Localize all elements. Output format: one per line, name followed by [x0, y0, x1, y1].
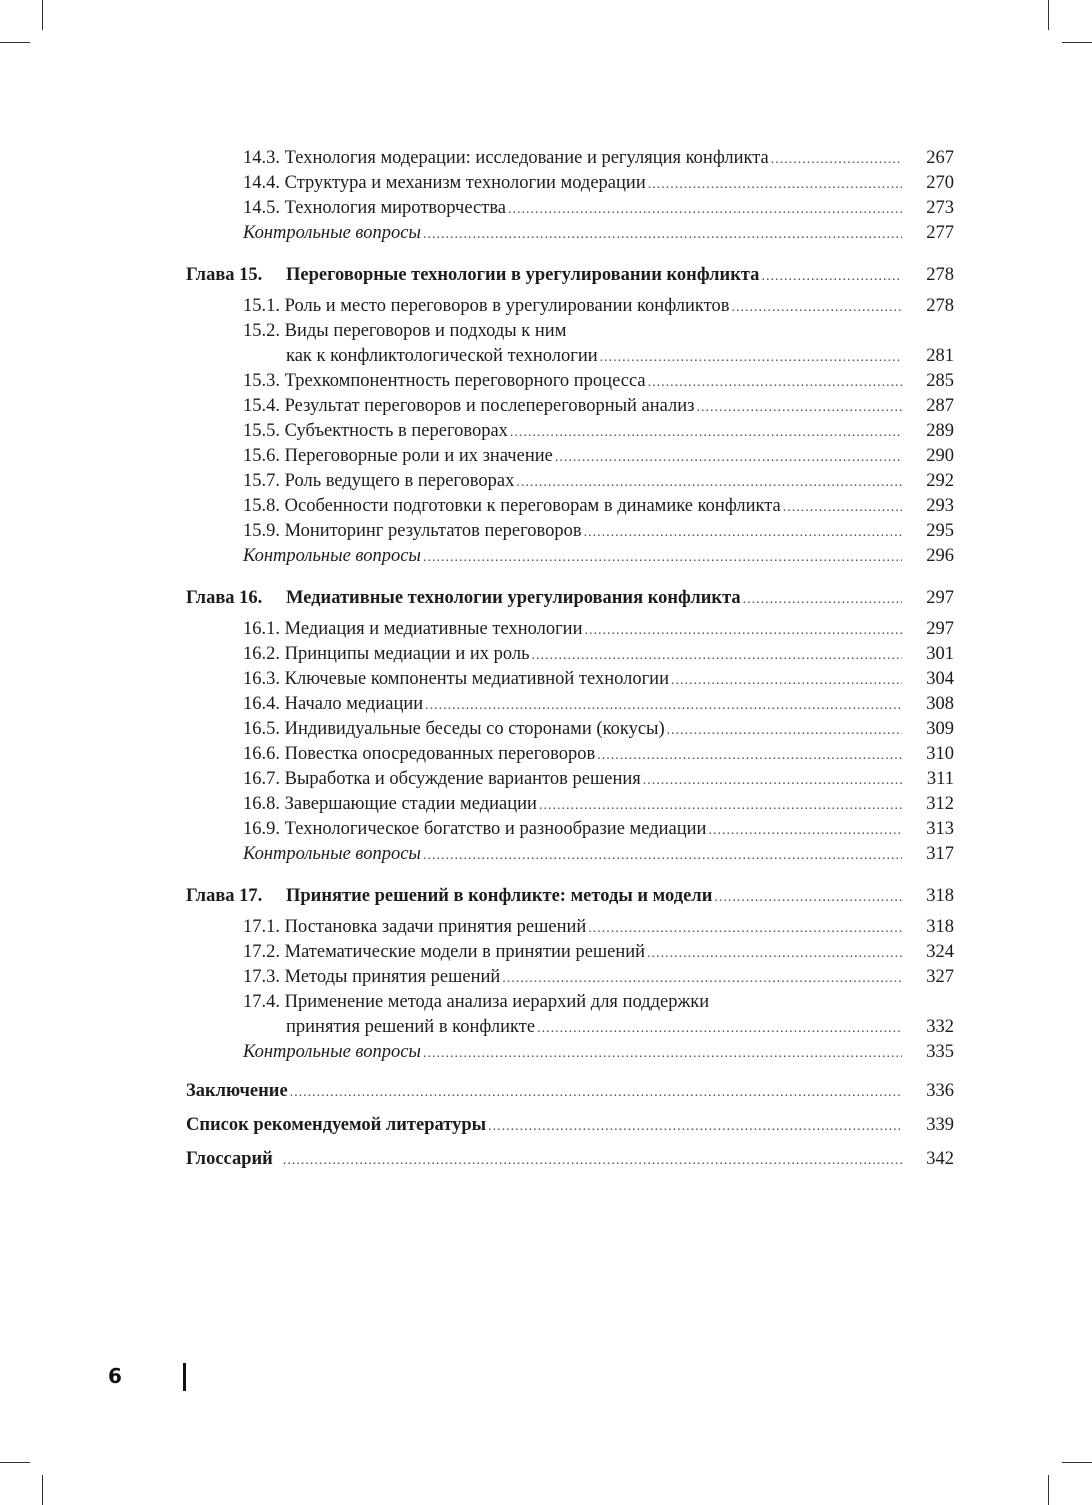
toc-entry-page: 312: [926, 794, 954, 814]
chapter-page: 297: [926, 588, 954, 608]
toc-entry[interactable]: [186, 196, 954, 221]
toc-entry[interactable]: [186, 940, 954, 965]
toc-entry-page: 310: [926, 744, 954, 764]
toc-entry-label: 15.7. Роль ведущего в переговорах: [243, 471, 515, 491]
crop-mark: [1048, 0, 1049, 30]
toc-entry-page: 313: [926, 819, 954, 839]
toc-entry-continuation[interactable]: [186, 1015, 954, 1040]
toc-entry-label: 17.3. Методы принятия решений: [243, 967, 501, 987]
toc-entry-label: 17.2. Математические модели в принятии решений: [243, 942, 646, 962]
toc-entry-label: 16.9. Технологическое богатство и разнообразие медиации: [243, 819, 707, 839]
toc-entry-label: 16.2. Принципы медиации и их роль: [243, 644, 530, 664]
toc-entry[interactable]: [186, 990, 954, 1015]
toc-entry-page: 289: [926, 421, 954, 441]
toc-entry[interactable]: [186, 965, 954, 990]
crop-mark: [1062, 42, 1092, 43]
toc-entry-page: 335: [926, 1042, 954, 1062]
toc-entry-label: 17.1. Постановка задачи принятия решений: [243, 917, 587, 937]
toc-entry[interactable]: [186, 369, 954, 394]
toc-entry-label: принятия решений в конфликте: [286, 1017, 536, 1037]
toc-glossary[interactable]: [186, 1147, 954, 1172]
toc-entry[interactable]: [186, 717, 954, 742]
toc-entry-page: 327: [926, 967, 954, 987]
toc-entry-page: 332: [926, 1017, 954, 1037]
toc-entry-page: 317: [926, 844, 954, 864]
crop-mark: [1062, 1462, 1092, 1463]
toc-entry-questions[interactable]: [186, 221, 954, 246]
toc-entry[interactable]: [186, 146, 954, 171]
toc-entry-label: 16.7. Выработка и обсуждение вариантов решения: [243, 769, 641, 789]
toc-entry-page: 309: [926, 719, 954, 739]
toc-entry[interactable]: [186, 294, 954, 319]
toc-entry[interactable]: [186, 792, 954, 817]
toc-entry[interactable]: [186, 469, 954, 494]
toc-entry-label: 15.4. Результат переговоров и послепереговорный анализ: [243, 396, 695, 416]
chapter-number: Глава 16.: [186, 588, 263, 608]
toc-entry-page: 281: [926, 346, 954, 366]
crop-mark: [0, 1462, 30, 1463]
toc-entry-label: 15.5. Субъектность в переговорах: [243, 421, 508, 441]
table-of-contents: [186, 146, 954, 1172]
toc-entry[interactable]: [186, 617, 954, 642]
toc-entry-label: 16.1. Медиация и медиативные технологии: [243, 619, 583, 639]
chapter-page: 278: [926, 265, 954, 285]
toc-entry-page: 311: [926, 769, 954, 789]
toc-entry[interactable]: [186, 319, 954, 344]
page-number: 6: [108, 1364, 122, 1388]
toc-chapter-15[interactable]: [186, 263, 954, 288]
toc-entry-label: 15.2. Виды переговоров и подходы к ним: [243, 321, 567, 341]
toc-entry-page: 295: [926, 521, 954, 541]
crop-mark: [42, 1475, 43, 1505]
toc-bibliography[interactable]: [186, 1113, 954, 1138]
crop-mark: [1048, 1475, 1049, 1505]
toc-entry-label: 15.9. Мониторинг результатов переговоров: [243, 521, 582, 541]
toc-entry-page: 301: [926, 644, 954, 664]
toc-entry-label: 16.3. Ключевые компоненты медиативной технологии: [243, 669, 669, 689]
toc-entry[interactable]: [186, 394, 954, 419]
toc-entry-label: Контрольные вопросы: [243, 1042, 421, 1062]
toc-chapter-16[interactable]: [186, 586, 954, 611]
toc-entry-label: Список рекомендуемой литературы: [186, 1115, 487, 1135]
toc-entry-page: 292: [926, 471, 954, 491]
toc-entry-page: 342: [926, 1149, 954, 1169]
toc-entry[interactable]: [186, 171, 954, 196]
toc-entry-label: Контрольные вопросы: [243, 223, 421, 243]
crop-mark: [0, 42, 30, 43]
toc-entry-label: 15.8. Особенности подготовки к переговорам в динамике конфликта: [243, 496, 781, 516]
toc-entry-page: 290: [926, 446, 954, 466]
toc-entry-label: Контрольные вопросы: [243, 844, 421, 864]
toc-entry-questions[interactable]: [186, 842, 954, 867]
toc-entry-page: 297: [926, 619, 954, 639]
toc-chapter-17[interactable]: [186, 884, 954, 909]
chapter-title: Переговорные технологии в урегулировании конфликта: [286, 265, 760, 285]
toc-entry-page: 293: [926, 496, 954, 516]
toc-entry-label: 14.3. Технология модерации: исследование и регуляция конфликта: [243, 148, 769, 168]
toc-entry-label: 16.4. Начало медиации: [243, 694, 424, 714]
chapter-page: 318: [926, 886, 954, 906]
toc-entry[interactable]: [186, 667, 954, 692]
toc-entry-page: 324: [926, 942, 954, 962]
toc-entry-label: 14.4. Структура и механизм технологии модерации: [243, 173, 646, 193]
toc-entry-label: 16.5. Индивидуальные беседы со сторонами (кокусы): [243, 719, 665, 739]
chapter-number: Глава 15.: [186, 265, 263, 285]
toc-entry-label: 16.6. Повестка опосредованных переговоров: [243, 744, 596, 764]
chapter-number: Глава 17.: [186, 886, 263, 906]
toc-entry-label: 15.3. Трехкомпонентность переговорного процесса: [243, 371, 646, 391]
toc-entry-page: 270: [926, 173, 954, 193]
toc-entry-label: Контрольные вопросы: [243, 546, 421, 566]
toc-entry[interactable]: [186, 817, 954, 842]
toc-entry-label: 15.6. Переговорные роли и их значение: [243, 446, 553, 466]
toc-entry-page: 277: [926, 223, 954, 243]
toc-entry[interactable]: [186, 444, 954, 469]
toc-entry-label: 16.8. Завершающие стадии медиации: [243, 794, 537, 814]
toc-entry[interactable]: [186, 915, 954, 940]
toc-entry[interactable]: [186, 519, 954, 544]
toc-entry[interactable]: [186, 692, 954, 717]
toc-entry-page: 267: [926, 148, 954, 168]
toc-entry-questions[interactable]: [186, 544, 954, 569]
toc-entry-page: 278: [926, 296, 954, 316]
toc-entry-page: 273: [926, 198, 954, 218]
toc-entry[interactable]: [186, 494, 954, 519]
toc-conclusion[interactable]: [186, 1079, 954, 1104]
toc-entry-page: 287: [926, 396, 954, 416]
toc-entry[interactable]: [186, 419, 954, 444]
toc-entry-page: 285: [926, 371, 954, 391]
toc-entry-page: 336: [926, 1081, 954, 1101]
toc-entry-label: 17.4. Применение метода анализа иерархий для поддержки: [243, 992, 710, 1012]
page-number-rule: [183, 1363, 186, 1391]
toc-entry-page: 304: [926, 669, 954, 689]
toc-entry-label: 15.1. Роль и место переговоров в урегулировании конфликтов: [243, 296, 730, 316]
toc-entry-label: 14.5. Технология миротворчества: [243, 198, 507, 218]
toc-entry-label: Глоссарий: [186, 1149, 273, 1169]
toc-entry-page: 318: [926, 917, 954, 937]
toc-entry[interactable]: [186, 742, 954, 767]
crop-mark: [42, 0, 43, 30]
toc-entry-page: 308: [926, 694, 954, 714]
toc-entry-label: как к конфликтологической технологии: [286, 346, 598, 366]
toc-entry[interactable]: [186, 767, 954, 792]
toc-entry-page: 339: [926, 1115, 954, 1135]
chapter-title: Медиативные технологии урегулирования конфликта: [286, 588, 741, 608]
toc-entry-continuation[interactable]: [186, 344, 954, 369]
toc-entry[interactable]: [186, 642, 954, 667]
toc-entry-label: Заключение: [186, 1081, 288, 1101]
chapter-title: Принятие решений в конфликте: методы и модели: [286, 886, 713, 906]
toc-entry-page: 296: [926, 546, 954, 566]
toc-entry-questions[interactable]: [186, 1040, 954, 1065]
